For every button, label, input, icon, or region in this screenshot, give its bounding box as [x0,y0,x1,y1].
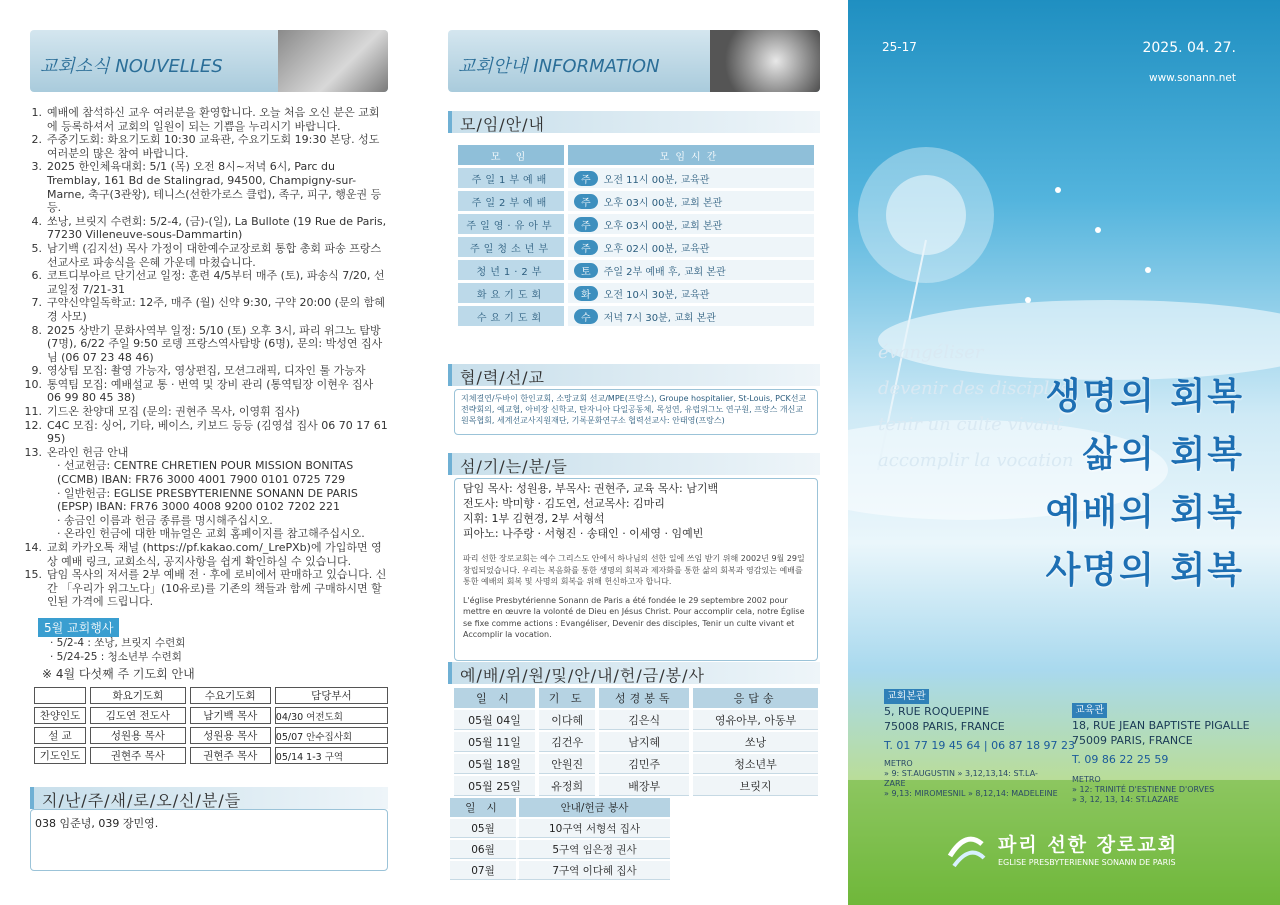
table-header: 모 임 [458,145,564,165]
newcomer-title: 지/난/주/새/로/오/신/분/들 [30,787,388,809]
news-item-text: 온라인 헌금 안내 [47,445,129,459]
news-item [33,324,388,365]
rose-image [710,30,820,92]
staff-box [454,478,818,661]
table-header: 일 시 [454,688,535,708]
meeting-row [458,168,814,188]
meeting-name: 청년1·2부 [458,260,564,280]
french-line: évangéliser [878,342,984,363]
news-item [33,133,388,160]
news-item [33,215,388,242]
meeting-time-cell [568,283,814,303]
meeting-time: 저녁 7시 30분, 교회 본관 [603,312,716,324]
table-row [450,861,670,880]
table-header: 일 시 [450,798,516,817]
table-cell: 수요기도회 [190,687,271,704]
meeting-title: 모/임/안/내 [448,111,820,133]
news-title: 교회소식 NOUVELLES [40,56,223,77]
news-item-text: 2025 상반기 문화사역부 일정: 5/10 (토) 오후 3시, 파리 위그노 탐방 (7명), 6/22 주일 9:50 로뎅 프랑스역사탐방 (6명), 문의: 박성연 집사님 (06 07 23 48 46) [47,323,383,364]
meeting-name: 수요기도회 [458,306,564,326]
news-item [33,487,388,514]
table-row [454,710,818,730]
service-table [450,796,670,882]
main-phone: T. 01 77 19 45 64 | 06 87 18 97 23 [884,739,1076,752]
events-tag: 5월 교회행사 [38,618,119,637]
news-list [24,106,388,609]
table-cell: 권현주 목사 [90,747,186,764]
meeting-time: 오전 11시 00분, 교육관 [603,174,710,186]
slogan-line: 사명의 회복 [1045,550,1244,591]
info-panel [420,0,848,905]
day-badge: 토 [574,263,598,278]
news-item-text: 담임 목사의 저서를 2부 예배 전 · 후에 로비에서 판매하고 있습니다. 신간 「우리가 위그노다」(10유로)를 기존의 책들과 함께 구매하시면 할인된 가격에 드립니다. [47,568,387,609]
news-item-text: 쏘낭, 브릿지 수련회: 5/2-4, (금)-(일), La Bullote (19 Rue de Paris, 77230 Villeneuve-sous-Dammartin) [47,214,387,242]
meeting-time-cell [568,168,814,188]
issue-number: 25-17 [882,40,917,54]
news-item-number: 3. [31,160,42,174]
edu-label: 교육관 [1072,703,1107,718]
table-cell: 김건우 [539,732,595,752]
table-cell: 05월 18일 [454,754,535,774]
table-header: 기 도 [539,688,595,708]
metro-line: » 3, 12, 13, 14: ST.LAZARE [1072,795,1179,804]
table-cell: 유정희 [539,776,595,796]
metro-line: » 9,13: MIROMESNIL » 8,12,14: MADELEINE [884,789,1058,798]
news-item [24,418,388,446]
meeting-time: 오후 03시 00분, 교회 본관 [603,220,723,232]
news-item-number: 13. [24,445,42,459]
table-row [450,840,670,859]
news-item-text: · 일반헌금: EGLISE PRESBYTERIENNE SONANN DE PARIS (EPSP) IBAN: FR76 3000 4008 9200 0102 7202 221 [57,486,358,514]
news-item-text: 통역팀 모집: 예배설교 통 · 번역 및 장비 관리 (통역팀장 이현우 집사 06 99 80 45 38) [47,377,374,405]
address-line: 75008 PARIS, FRANCE [884,720,1005,733]
events-list [50,636,185,664]
news-item-number: 6. [31,269,42,283]
main-label: 교회본관 [884,689,929,704]
meeting-row [458,214,814,234]
edu-metro [1072,775,1272,805]
table-row [458,145,814,165]
slogan-line: 삶의 회복 [1082,434,1244,475]
table-cell: 07월 [450,861,516,880]
about-french: L'église Presbytérienne Sonann de Paris a été fondée le 29 septembre 2002 pour mettre en œuvre la volonté de Dieu en Jésus Christ. Pour accomplir cela, notre Église se fixe comme actions : Evangéliser, Devenir des disciples, Tenir un culte vivant et Accomplir la vocation. [463,595,805,639]
metro-line: » 9: ST.AUGUSTIN » 3,12,13,14: ST.LA- [884,769,1038,778]
table-cell: 04/30 여전도회 [275,707,388,724]
metro-line: METRO [884,759,913,768]
metro-line: METRO [1072,775,1101,784]
event-item: · 5/2-4 : 쏘낭, 브릿지 수련회 [50,637,186,649]
meeting-time-cell [568,191,814,211]
table-cell: 성원용 목사 [190,727,271,744]
table-cell: 영유아부, 아동부 [693,710,818,730]
table-cell: 브릿지 [693,776,818,796]
table-cell: 담당부서 [275,687,388,704]
slogan-line: 예배의 회복 [1045,492,1244,533]
prayer-title: ※ 4월 다섯째 주 기도회 안내 [42,667,195,681]
french-line: accomplir la vocation [878,450,1074,471]
table-cell [34,687,86,704]
news-item-number: 7. [31,296,42,310]
prayer-table [30,684,392,767]
meeting-row [458,306,814,326]
news-item-text: 교회 카카오톡 채널 (https://pf.kakao.com/_LrePXb)에 가입하면 영상 예배 링크, 교회소식, 공지사항을 쉽게 확인하실 수 있습니다. [47,541,382,568]
day-badge: 주 [574,240,598,255]
newcomer-box [30,809,388,871]
news-item [33,514,388,528]
news-item-text: 기드온 찬양대 모집 (문의: 권현주 목사, 이영휘 집사) [47,405,300,419]
meeting-name: 주일1부예배 [458,168,564,188]
news-item [33,269,388,296]
table-cell: 쏘낭 [693,732,818,752]
table-row [34,747,388,764]
table-cell: 안원진 [539,754,595,774]
meeting-row [458,191,814,211]
news-item [24,377,388,405]
meeting-name: 주일2부예배 [458,191,564,211]
meeting-row [458,237,814,257]
table-cell: 7구역 이다혜 집사 [516,861,670,880]
logo-korean: 파리 선한 장로교회 [998,834,1179,856]
meeting-time-cell [568,260,814,280]
meeting-time-cell [568,237,814,257]
table-cell: 청소년부 [693,754,818,774]
news-panel [0,0,420,905]
news-item-text: 남기백 (김지선) 목사 가정이 대한예수교장로회 통합 총회 파송 프랑스 선교사로 파송식을 은혜 가운데 마쳤습니다. [47,241,382,269]
meeting-time-cell [568,306,814,326]
meeting-time: 주일 2부 예배 후, 교회 본관 [603,266,726,278]
church-logo [944,826,1244,876]
news-item [24,445,388,460]
staff-list [463,481,809,541]
table-cell: 10구역 서형석 집사 [516,819,670,838]
news-item-text: 주중기도회: 화요기도회 10:30 교육관, 수요기도회 19:30 본당. 성도 여러분의 많은 참여 바랍니다. [47,133,380,160]
table-cell: 05월 11일 [454,732,535,752]
news-item [33,296,388,323]
address-line: 75009 PARIS, FRANCE [1072,734,1193,747]
info-header [448,30,820,92]
news-item [33,160,388,214]
news-item-text: 예배에 참석하신 교우 여러분을 환영합니다. 오늘 처음 오신 분은 교회에 등록하셔서 교회의 일원이 되는 기쁨을 누리시기 바랍니다. [47,106,380,133]
news-item-text: · 온라인 헌금에 대한 매뉴얼은 교회 홈페이지를 참고해주십시오. [57,527,365,541]
table-cell: 05/14 1-3 구역 [275,747,388,764]
meeting-name: 화요기도회 [458,283,564,303]
main-metro [884,759,1084,799]
website: www.sonann.net [1149,72,1236,84]
table-header: 응답송 [693,688,818,708]
news-item [33,364,388,378]
meeting-time: 오후 03시 00분, 교회 본관 [603,197,723,209]
slogan-line: 생명의 회복 [1045,376,1244,417]
info-title: 교회안내 INFORMATION [458,56,660,77]
news-item-number: 11. [24,405,42,419]
table-header: 성경봉독 [599,688,689,708]
table-cell: 5구역 임은정 권사 [516,840,670,859]
cover-panel [848,0,1280,905]
news-item-number: 14. [24,541,42,554]
table-cell: 기도인도 [34,747,86,764]
day-badge: 주 [574,194,598,209]
issue-date: 2025. 04. 27. [1142,40,1236,56]
logo-french: EGLISE PRESBYTERIENNE SONANN DE PARIS [998,858,1176,867]
main-address [884,688,1084,799]
event-item: · 5/24-25 : 청소년부 수련회 [50,651,182,663]
meeting-name: 주일영·유아부 [458,214,564,234]
meeting-time: 오전 10시 30분, 교육관 [603,289,710,301]
news-item-number: 2. [31,133,42,147]
staff-title: 섬/기/는/분/들 [448,453,820,475]
table-cell: 남지혜 [599,732,689,752]
staff-line: 피아노: 나주랑 · 서형진 · 송태인 · 이세영 · 임예빈 [463,527,704,540]
staff-line: 전도사: 박미향 · 김도연, 선교목사: 김마리 [463,497,665,510]
table-cell: 권현주 목사 [190,747,271,764]
table-row [454,688,818,708]
table-cell: 05월 [450,819,516,838]
logo-icon [944,826,988,870]
news-item [24,405,388,419]
news-item-text: 코트디부아르 단기선교 일정: 훈련 4/5부터 매주 (토), 파송식 7/20, 선교일정 7/21-31 [47,269,385,296]
news-item-number: 1. [31,106,42,119]
news-item [33,459,388,486]
news-item-text: · 선교헌금: CENTRE CHRETIEN POUR MISSION BONITAS (CCMB) IBAN: FR76 3000 4001 7900 0101 0725 729 [57,459,354,487]
meeting-row [458,283,814,303]
french-line: devenir des disciples [878,378,1070,399]
news-item-number: 8. [31,323,42,337]
about-korean: 파리 선한 장로교회는 예수 그리스도 안에서 하나님의 선한 일에 쓰임 받기 위해 2002년 9월 29일 창립되었습니다. 우리는 복음화를 통한 생명의 회복과 제자화를 통한 삶의 회복과 영감있는 예배를 통한 예배의 회복 및 사명의 회복을 위해 헌신하고자 합니다. [463,554,805,586]
table-row [454,776,818,796]
table-row [34,727,388,744]
table-row [34,707,388,724]
table-cell: 찬양인도 [34,707,86,724]
edu-phone: T. 09 86 22 25 59 [1072,753,1169,766]
day-badge: 수 [574,309,598,324]
news-item-text: · 송금인 이름과 헌금 종류를 명시해주십시오. [57,513,273,527]
news-item-number: 10. [24,377,42,391]
meeting-table [454,142,818,329]
worship-table [450,686,822,798]
table-cell: 06월 [450,840,516,859]
meeting-time: 오후 02시 00분, 교육관 [603,243,710,255]
meeting-name: 주일청소년부 [458,237,564,257]
table-row [450,798,670,817]
table-cell: 남기백 목사 [190,707,271,724]
french-line: tenir un culte vivant [878,414,1064,435]
table-cell: 설 교 [34,727,86,744]
news-item-number: 9. [31,364,42,378]
news-item [24,568,388,609]
news-item-number: 4. [31,214,42,228]
meeting-time-cell [568,214,814,234]
news-item-number: 5. [31,241,42,255]
edu-address [1072,702,1272,805]
news-item-number: 15. [24,568,42,582]
news-item [24,541,388,568]
table-cell: 김도연 전도사 [90,707,186,724]
news-item-text: C4C 모집: 싱어, 기타, 베이스, 키보드 등등 (김영섭 집사 06 70 17 61 95) [47,418,388,446]
news-item [33,106,388,133]
news-item-text: 영상팀 모집: 촬영 가능자, 영상편집, 모션그래픽, 디자인 툴 가능자 [47,364,366,378]
news-header [30,30,388,92]
mission-text: 지체결연/두바이 한인교회, 소망교회 선교/MPE(프랑스), Groupe hospitalier, St-Louis, PCK선교전략회의, 예교협, 아비장 신학교, 탄자니아 다일공동체, 목성연, 유럽위그노 연구원, 프랑스 개신교 원목협회, 세계선교사지원재단, 기록문화연구소 협력선교사: 안태영(프랑스) [454,389,818,435]
table-row [450,819,670,838]
table-cell: 05월 25일 [454,776,535,796]
table-cell: 성원용 목사 [90,727,186,744]
table-cell: 05월 04일 [454,710,535,730]
news-item [33,527,388,541]
worship-title: 예/배/위/원/및/안/내/헌/금/봉/사 [448,662,820,684]
day-badge: 주 [574,217,598,232]
table-cell: 김은식 [599,710,689,730]
table-row [34,687,388,704]
staff-line: 담임 목사: 성원용, 부목사: 권현주, 교육 목사: 남기백 [463,482,719,495]
address-line: 18, RUE JEAN BAPTISTE PIGALLE [1072,719,1250,732]
table-cell: 김민주 [599,754,689,774]
day-badge: 화 [574,286,598,301]
table-row [454,754,818,774]
table-cell: 05/07 안수집사회 [275,727,388,744]
newcomer-text: 038 임준녕, 039 장민영. [35,817,159,830]
news-item-number: 12. [24,418,42,432]
book-image [278,30,388,92]
table-cell: 배장부 [599,776,689,796]
news-item [33,242,388,269]
table-row [454,732,818,752]
table-header: 안내/헌금 봉사 [516,798,670,817]
day-badge: 주 [574,171,598,186]
metro-line: » 12: TRINITÉ D'ESTIENNE D'ORVES [1072,785,1215,794]
mission-title: 협/력/선/교 [448,364,820,386]
news-item-text: 구약신약일독학교: 12주, 매주 (월) 신약 9:30, 구약 20:00 (문의 함혜경 사모) [47,296,385,323]
table-cell: 이다혜 [539,710,595,730]
news-item-text: 2025 한인체육대회: 5/1 (목) 오전 8시~저녁 6시, Parc du Tremblay, 161 Bd de Stalingrad, 94500, Champigny-sur-Marne, 축구(3관왕), 테니스(선한가로스 클럽), 족구, 피구, 행운권 등등. [47,160,382,215]
metro-line: ZARE [884,779,906,788]
staff-line: 지휘: 1부 김현경, 2부 서형석 [463,512,605,525]
table-header: 모임시간 [568,145,814,165]
table-cell: 화요기도회 [90,687,186,704]
meeting-row [458,260,814,280]
address-line: 5, RUE ROQUEPINE [884,705,990,718]
